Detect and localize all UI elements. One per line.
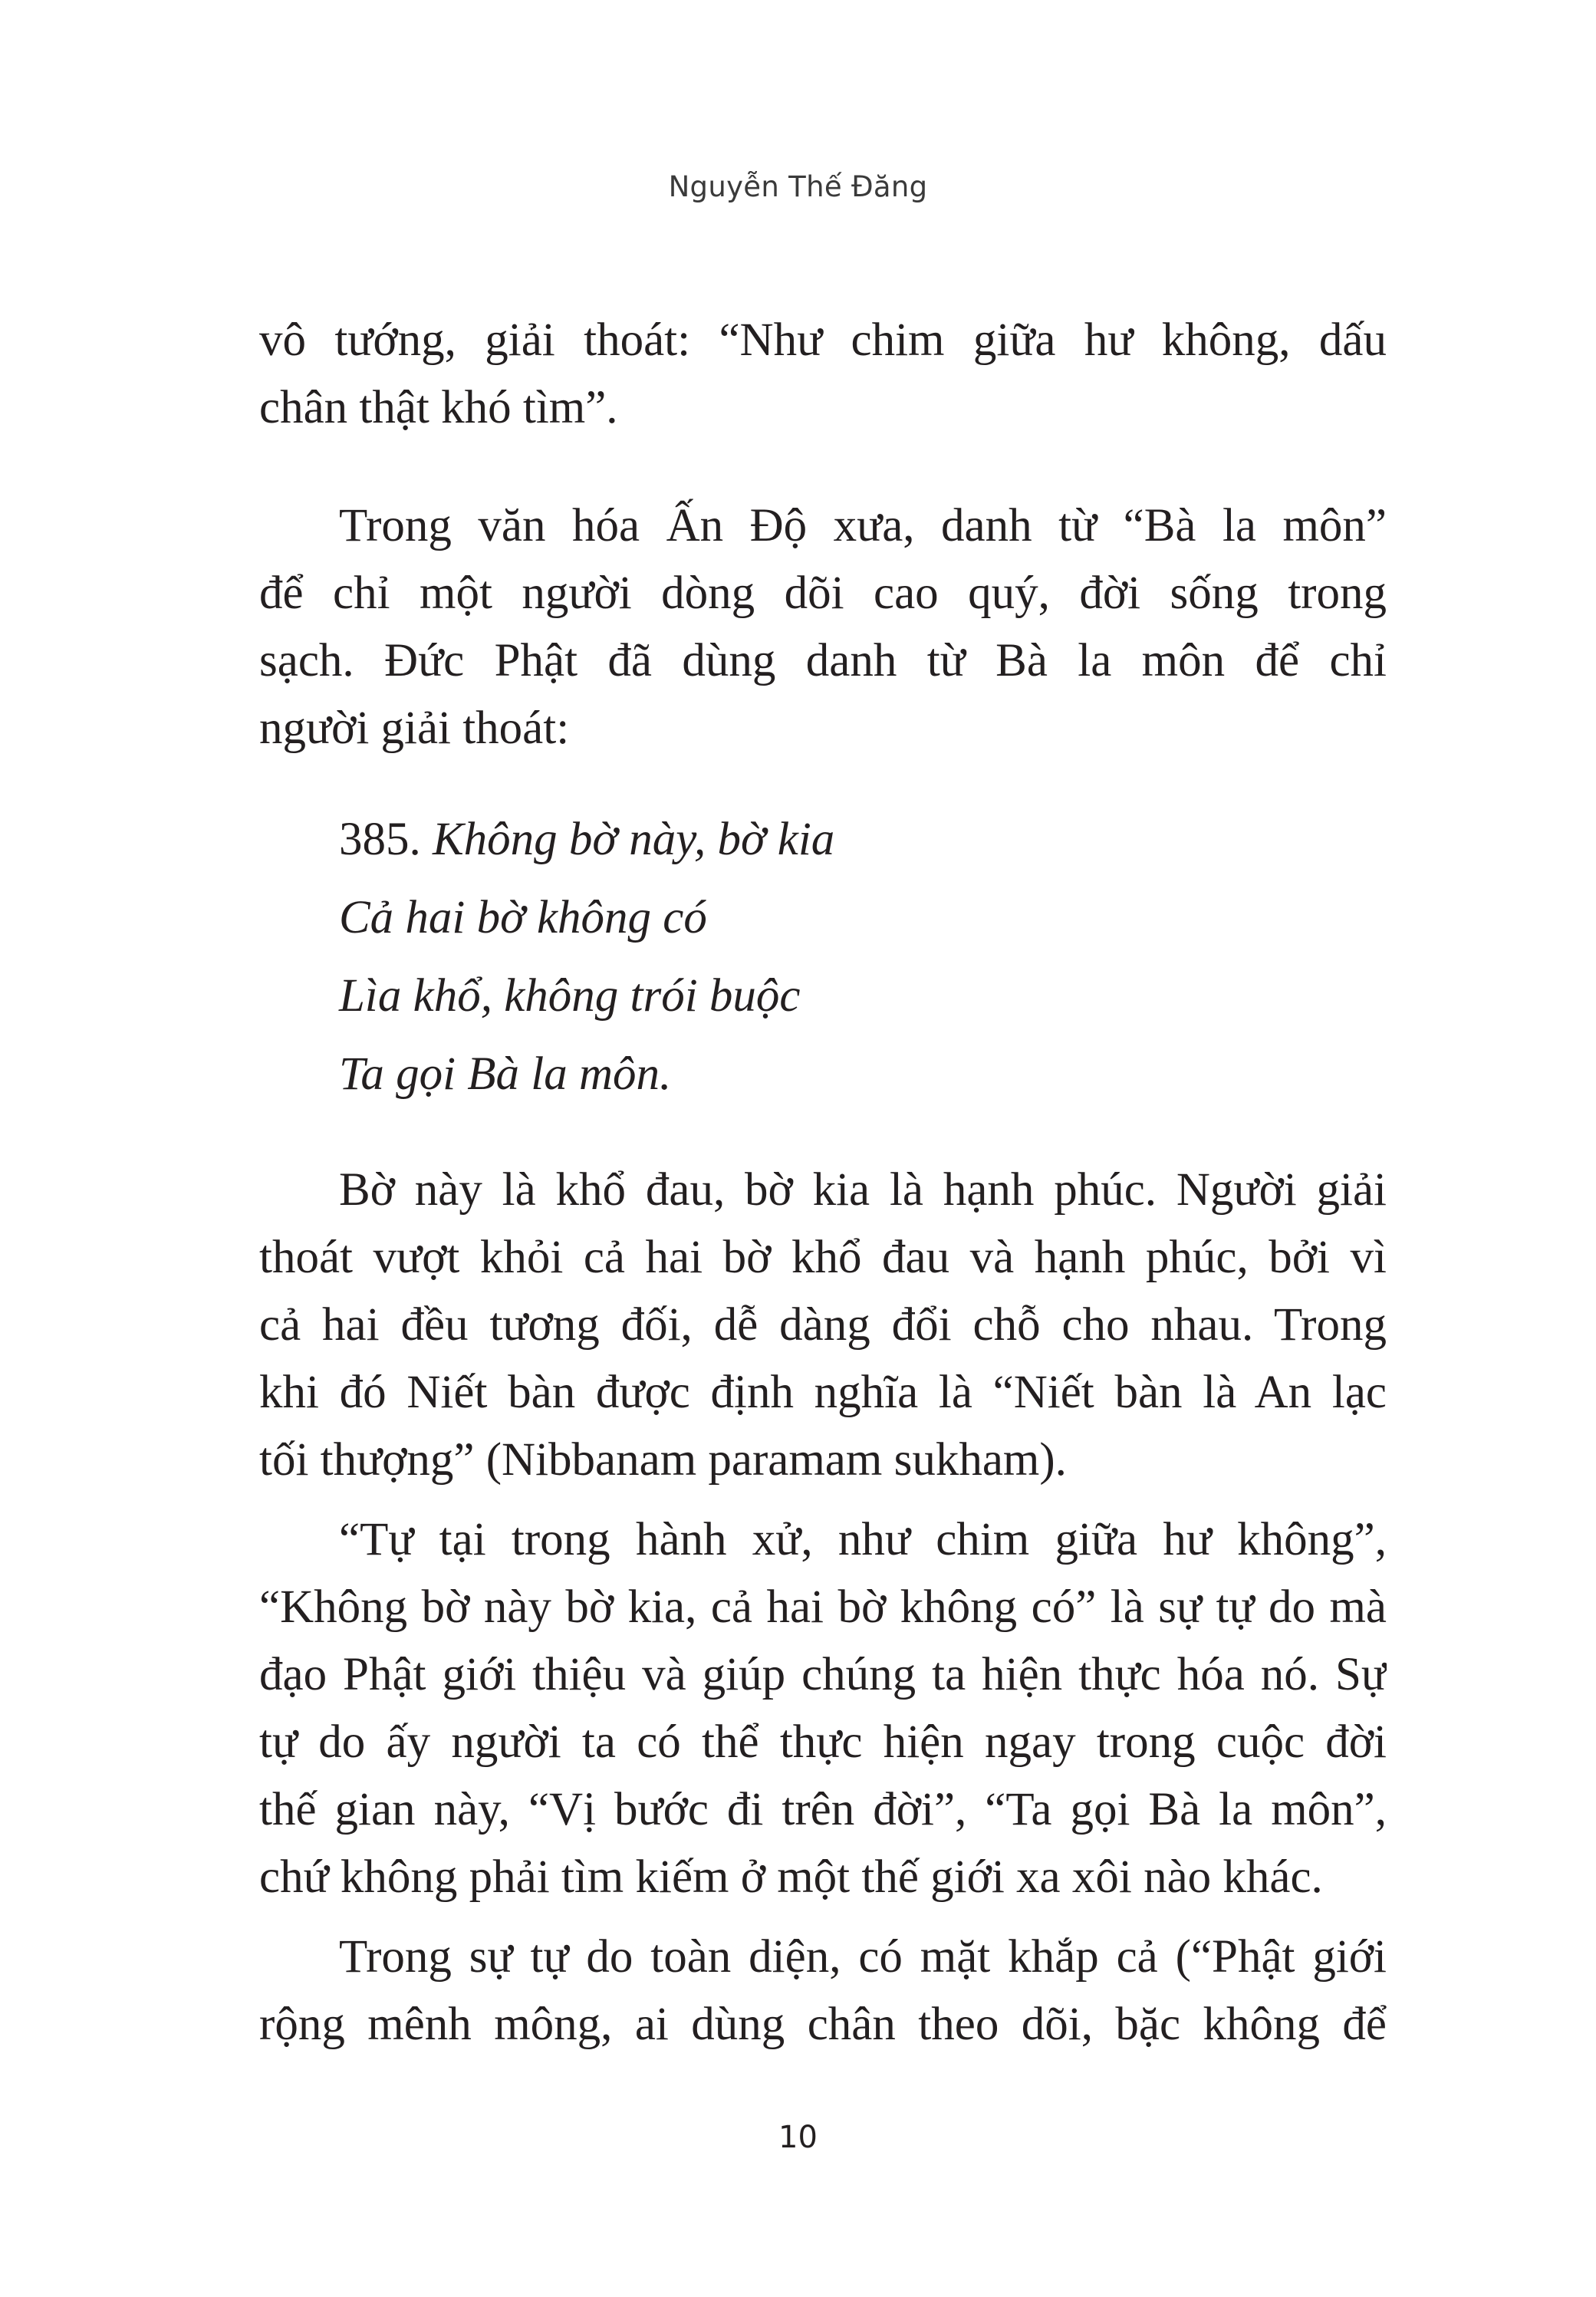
text-line: tối thượng” (Nibbanam paramam sukham). [259, 1434, 1067, 1486]
text-line: cả hai đều tương đối, dễ dàng đổi chỗ cho nhau. Trong [259, 1299, 1387, 1351]
running-head: Nguyễn Thế Đăng [668, 170, 928, 203]
verse-text: Không bờ này, bờ kia [433, 814, 835, 865]
verse-line [339, 801, 834, 879]
text-line: Bờ này là khổ đau, bờ kia là hạnh phúc. Người giải [339, 1164, 1387, 1216]
text-line: “Tự tại trong hành xử, như chim giữa hư không”, [339, 1514, 1387, 1565]
verse-line: Lìa khổ, không trói buộc [339, 970, 801, 1022]
text-line: tự do ấy người ta có thể thực hiện ngay trong cuộc đời [259, 1716, 1387, 1768]
verse-line: Cả hai bờ không có [339, 892, 707, 943]
paragraph-3 [259, 1157, 1387, 1494]
text-line: Trong sự tự do toàn diện, có mặt khắp cả (“Phật giới [339, 1931, 1387, 1983]
text-line: chân thật khó tìm”. [259, 382, 618, 433]
page-number: 10 [778, 2120, 818, 2155]
paragraph-4 [259, 1506, 1387, 1911]
text-line: thế gian này, “Vị bước đi trên đời”, “Ta gọi Bà la môn”, [259, 1784, 1387, 1835]
text-line: khi đó Niết bàn được định nghĩa là “Niết bàn là An lạc [259, 1367, 1387, 1418]
paragraph-1 [259, 307, 1387, 442]
paragraph-5 [259, 1923, 1387, 2058]
text-line: người giải thoát: [259, 703, 570, 754]
text-line: chứ không phải tìm kiếm ở một thế giới xa xôi nào khác. [259, 1851, 1323, 1903]
text-line: vô tướng, giải thoát: “Như chim giữa hư không, dấu [259, 314, 1387, 366]
text-line: sạch. Đức Phật đã dùng danh từ Bà la môn để chỉ [259, 635, 1387, 686]
text-line: rộng mênh mông, ai dùng chân theo dõi, bặc không để [259, 1999, 1387, 2050]
text-line: để chỉ một người dòng dõi cao quý, đời sống trong [259, 568, 1387, 619]
verse-line: Ta gọi Bà la môn. [339, 1048, 672, 1100]
text-line: đạo Phật giới thiệu và giúp chúng ta hiện thực hóa nó. Sự [259, 1649, 1387, 1700]
text-line: “Không bờ này bờ kia, cả hai bờ không có” là sự tự do mà [259, 1581, 1387, 1633]
text-line: thoát vượt khỏi cả hai bờ khổ đau và hạnh phúc, bởi vì [259, 1232, 1387, 1283]
verse-block [339, 801, 834, 1114]
verse-number: 385. [339, 814, 421, 865]
text-line: Trong văn hóa Ấn Độ xưa, danh từ “Bà la môn” [339, 500, 1387, 551]
paragraph-2 [259, 492, 1387, 762]
